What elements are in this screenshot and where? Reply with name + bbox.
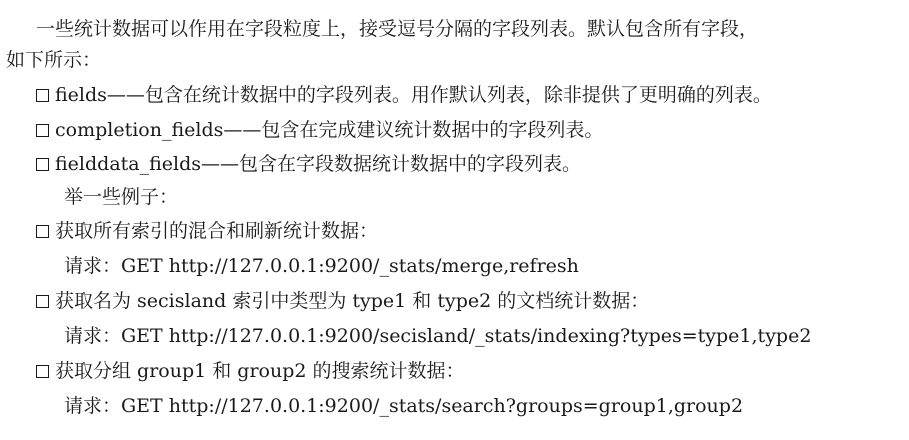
example-request-indexing: 请求：GET http://127.0.0.1:9200/secisland/_stats/indexing?types=type1,type2 xyxy=(64,325,812,347)
example-request-search-groups: 请求：GET http://127.0.0.1:9200/_stats/search?groups=group1,group2 xyxy=(64,395,744,417)
checkbox-bullet-icon xyxy=(36,365,49,378)
example-request-merge-refresh: 请求：GET http://127.0.0.1:9200/_stats/merge,refresh xyxy=(64,255,579,277)
checkbox-bullet-icon xyxy=(36,124,49,137)
example-title-text: 获取分组 group1 和 group2 的搜索统计数据： xyxy=(55,360,465,382)
checkbox-bullet-icon xyxy=(36,158,49,171)
checkbox-bullet-icon xyxy=(36,295,49,308)
checkbox-bullet-icon xyxy=(36,225,49,238)
list-item-fields xyxy=(36,82,772,108)
example-title-indexing xyxy=(36,288,649,314)
list-item-text: fields——包含在统计数据中的字段列表。用作默认列表，除非提供了更明确的列表。 xyxy=(55,84,772,106)
list-item-text: fielddata_fields——包含在字段数据统计数据中的字段列表。 xyxy=(55,153,582,175)
list-item-text: completion_fields——包含在完成建议统计数据中的字段列表。 xyxy=(55,119,604,141)
example-title-search-groups xyxy=(36,358,465,384)
example-title-merge-refresh xyxy=(36,218,378,244)
example-title-text: 获取名为 secisland 索引中类型为 type1 和 type2 的文档统计数据： xyxy=(55,290,650,312)
list-item-completion-fields xyxy=(36,117,603,143)
list-item-fielddata-fields xyxy=(36,151,581,177)
examples-label: 举一些例子： xyxy=(64,186,179,208)
intro-paragraph-line-1: 一些统计数据可以作用在字段粒度上，接受逗号分隔的字段列表。默认包含所有字段， xyxy=(36,18,759,40)
intro-paragraph-line-2: 如下所示： xyxy=(6,49,102,71)
checkbox-bullet-icon xyxy=(36,89,49,102)
example-title-text: 获取所有索引的混合和刷新统计数据： xyxy=(55,220,379,242)
